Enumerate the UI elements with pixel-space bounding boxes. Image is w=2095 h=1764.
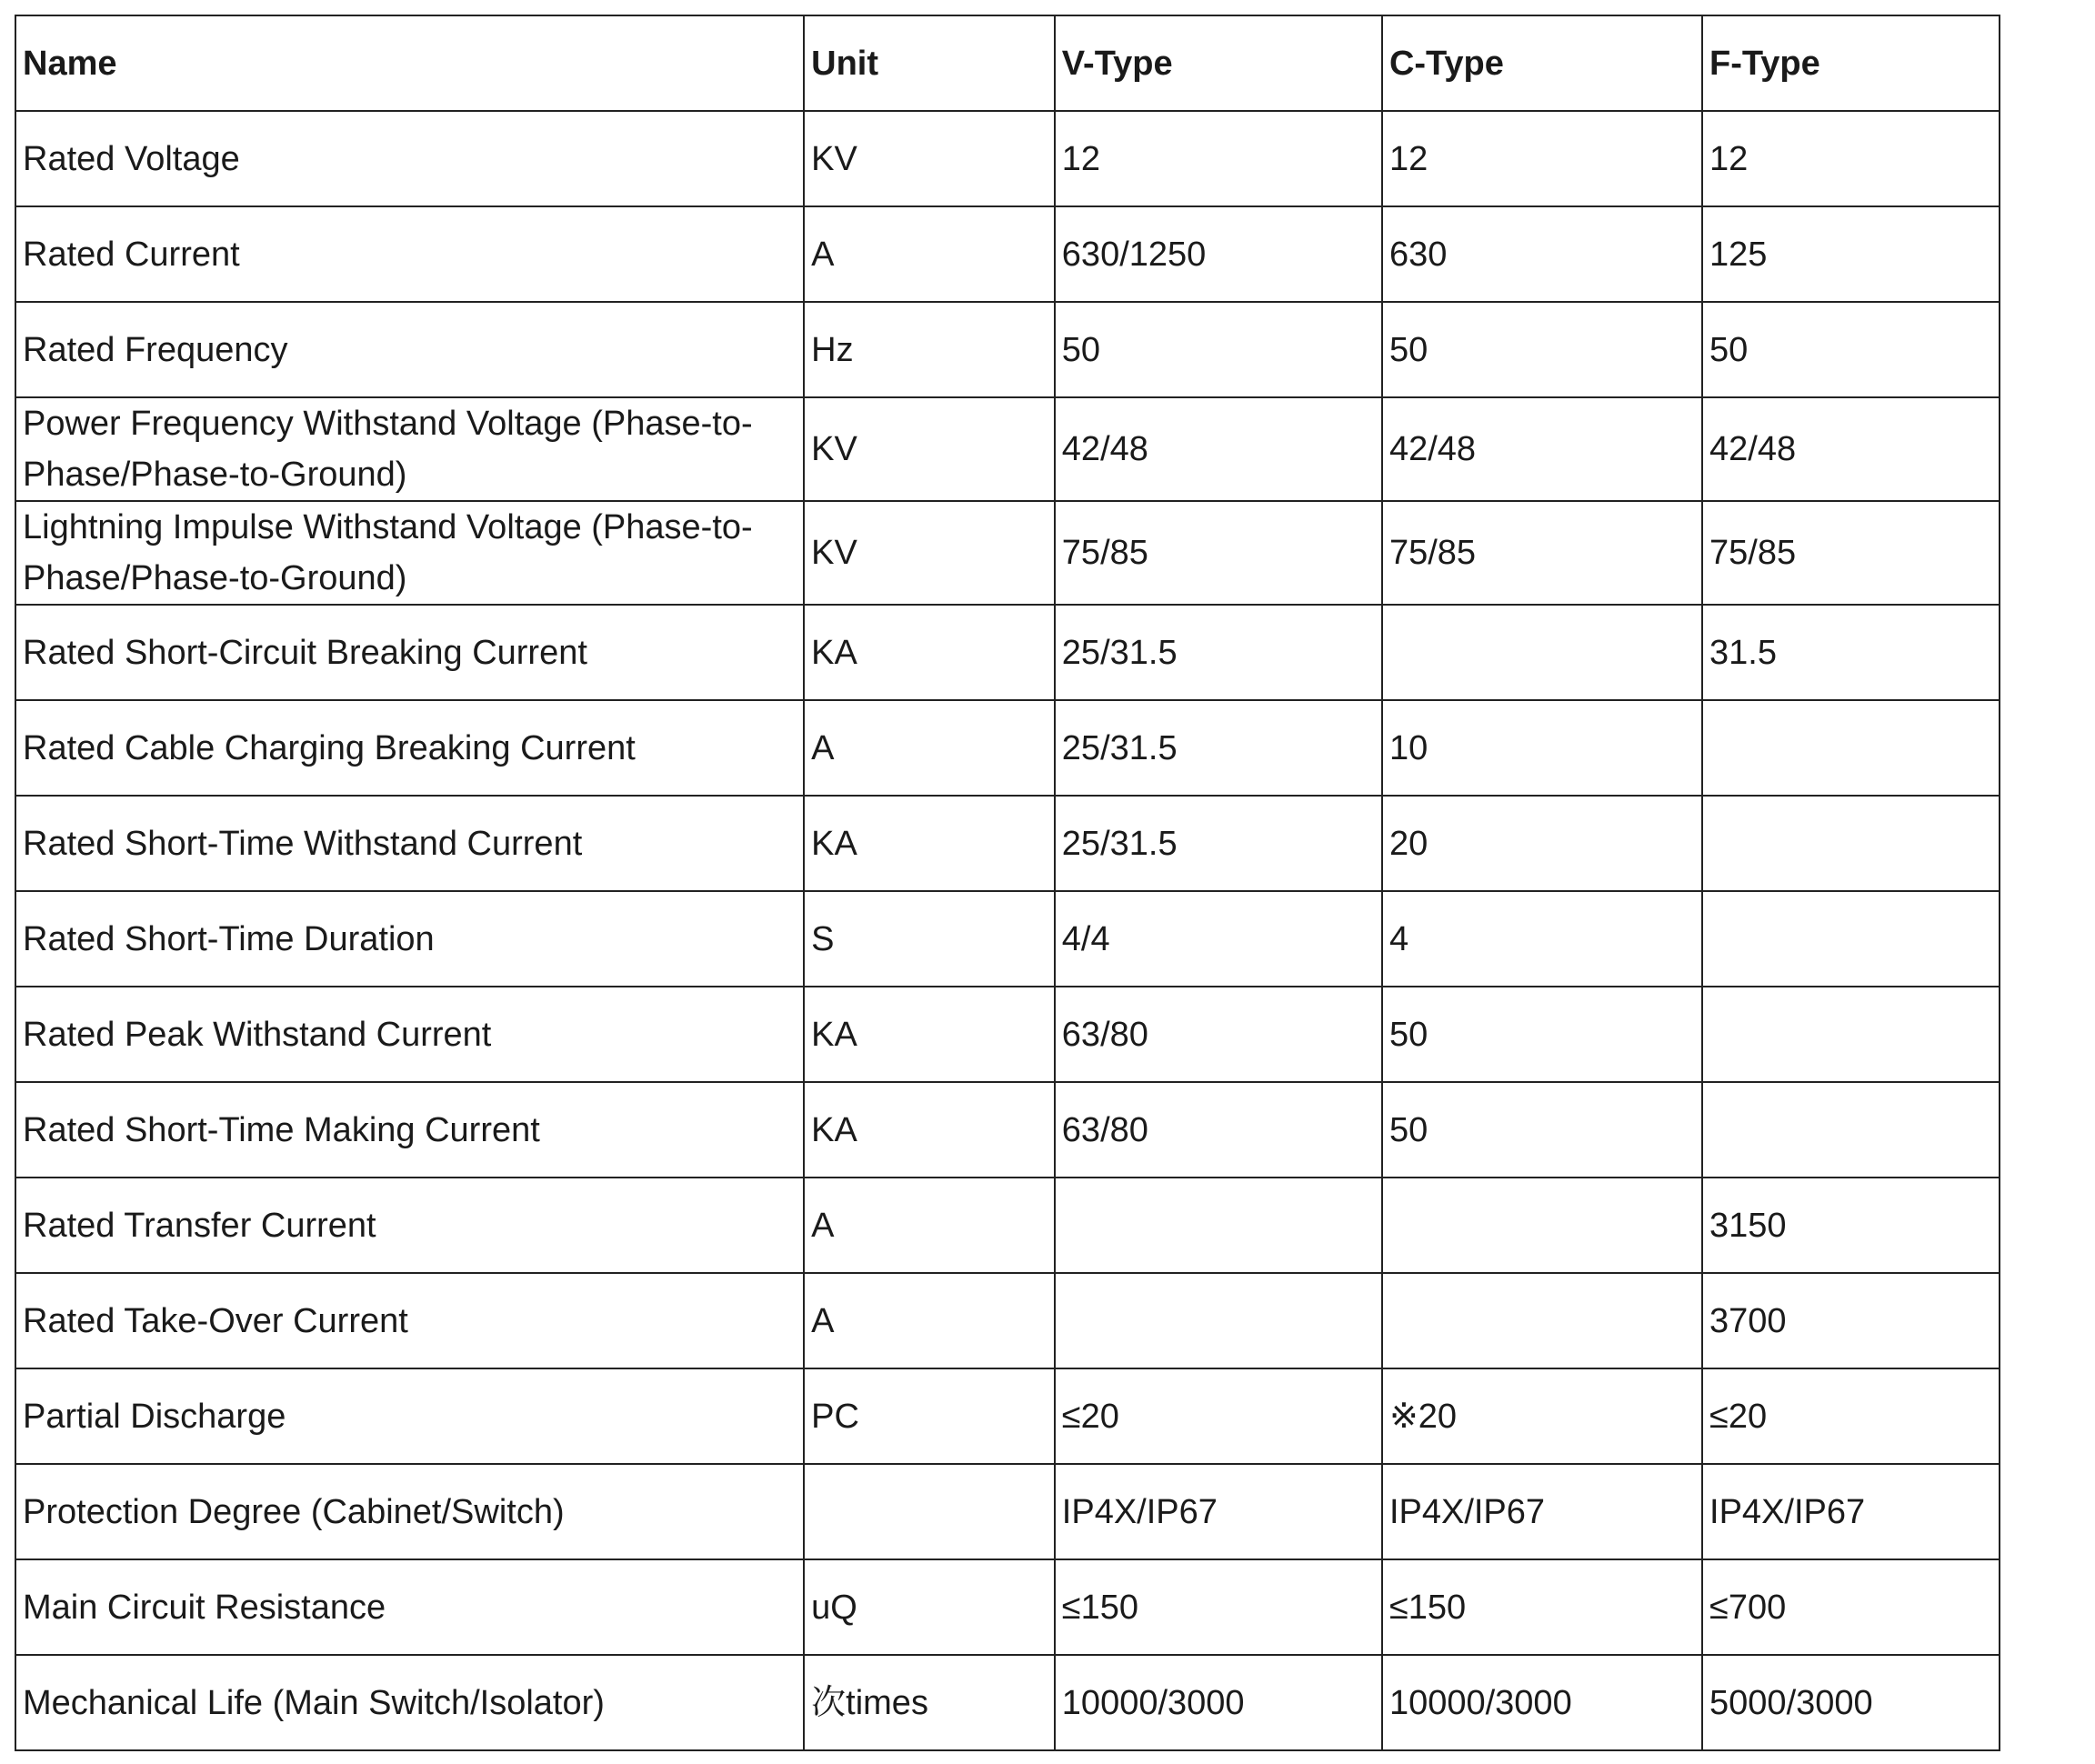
cell-c-type: 12	[1382, 111, 1702, 206]
cell-v-type: 42/48	[1055, 397, 1382, 501]
table-row	[15, 1082, 2000, 1178]
cell-name: Rated Take-Over Current	[15, 1273, 804, 1368]
cell-c-type: 50	[1382, 1082, 1702, 1178]
cell-f-type	[1702, 796, 2000, 891]
cell-f-type: 31.5	[1702, 605, 2000, 700]
cell-v-type: 63/80	[1055, 1082, 1382, 1178]
cell-v-type: 12	[1055, 111, 1382, 206]
cell-c-type: 630	[1382, 206, 1702, 302]
table-row	[15, 1655, 2000, 1750]
cell-name: Mechanical Life (Main Switch/Isolator)	[15, 1655, 804, 1750]
cell-v-type: 50	[1055, 302, 1382, 397]
cell-name: Main Circuit Resistance	[15, 1559, 804, 1655]
header-name: Name	[15, 15, 804, 111]
cell-f-type	[1702, 891, 2000, 987]
cell-c-type: IP4X/IP67	[1382, 1464, 1702, 1559]
header-unit: Unit	[804, 15, 1055, 111]
table-row	[15, 605, 2000, 700]
table-row	[15, 796, 2000, 891]
header-v-type: V-Type	[1055, 15, 1382, 111]
cell-unit: Hz	[804, 302, 1055, 397]
cell-c-type: 10	[1382, 700, 1702, 796]
cell-unit: KA	[804, 605, 1055, 700]
cell-name: Rated Voltage	[15, 111, 804, 206]
cell-c-type: 50	[1382, 302, 1702, 397]
cell-c-type: 20	[1382, 796, 1702, 891]
cell-c-type: 42/48	[1382, 397, 1702, 501]
cell-unit: A	[804, 1178, 1055, 1273]
cell-name: Lightning Impulse Withstand Voltage (Phase-to-Phase/Phase-to-Ground)	[15, 501, 804, 605]
cell-name: Rated Transfer Current	[15, 1178, 804, 1273]
cell-f-type: 12	[1702, 111, 2000, 206]
cell-c-type	[1382, 1178, 1702, 1273]
cell-name: Rated Current	[15, 206, 804, 302]
cell-c-type: 75/85	[1382, 501, 1702, 605]
cell-f-type	[1702, 987, 2000, 1082]
cell-name: Rated Short-Time Withstand Current	[15, 796, 804, 891]
cell-f-type: 5000/3000	[1702, 1655, 2000, 1750]
cell-v-type: 4/4	[1055, 891, 1382, 987]
header-c-type: C-Type	[1382, 15, 1702, 111]
cell-unit: KV	[804, 501, 1055, 605]
cell-v-type	[1055, 1178, 1382, 1273]
cell-unit: A	[804, 700, 1055, 796]
cell-v-type: 10000/3000	[1055, 1655, 1382, 1750]
table-row	[15, 1559, 2000, 1655]
cell-unit: uQ	[804, 1559, 1055, 1655]
cell-c-type: 10000/3000	[1382, 1655, 1702, 1750]
cell-c-type: ※20	[1382, 1368, 1702, 1464]
table-row	[15, 1368, 2000, 1464]
cell-c-type: 50	[1382, 987, 1702, 1082]
cell-v-type: 25/31.5	[1055, 796, 1382, 891]
spec-table	[15, 15, 2000, 1751]
cell-v-type: IP4X/IP67	[1055, 1464, 1382, 1559]
cell-unit: A	[804, 206, 1055, 302]
header-row	[15, 15, 2000, 111]
table-row	[15, 700, 2000, 796]
cell-name: Rated Short-Time Making Current	[15, 1082, 804, 1178]
table-row	[15, 987, 2000, 1082]
cell-unit: KV	[804, 397, 1055, 501]
table-row	[15, 302, 2000, 397]
table-row	[15, 1464, 2000, 1559]
cell-unit: KA	[804, 987, 1055, 1082]
cell-c-type: 4	[1382, 891, 1702, 987]
table-row	[15, 1178, 2000, 1273]
cell-unit	[804, 1464, 1055, 1559]
cell-v-type: ≤20	[1055, 1368, 1382, 1464]
cell-f-type	[1702, 1082, 2000, 1178]
cell-f-type: 3150	[1702, 1178, 2000, 1273]
table-row	[15, 501, 2000, 605]
cell-unit: KA	[804, 796, 1055, 891]
cell-unit: KA	[804, 1082, 1055, 1178]
cell-unit: S	[804, 891, 1055, 987]
cell-f-type: IP4X/IP67	[1702, 1464, 2000, 1559]
cell-c-type	[1382, 1273, 1702, 1368]
cell-f-type: 75/85	[1702, 501, 2000, 605]
cell-name: Power Frequency Withstand Voltage (Phase-to-Phase/Phase-to-Ground)	[15, 397, 804, 501]
cell-name: Rated Cable Charging Breaking Current	[15, 700, 804, 796]
cell-name: Rated Short-Circuit Breaking Current	[15, 605, 804, 700]
cell-unit: PC	[804, 1368, 1055, 1464]
cell-f-type: 50	[1702, 302, 2000, 397]
cell-v-type: 63/80	[1055, 987, 1382, 1082]
cell-name: Rated Short-Time Duration	[15, 891, 804, 987]
cell-f-type: 125	[1702, 206, 2000, 302]
cell-unit: KV	[804, 111, 1055, 206]
cell-v-type: 25/31.5	[1055, 605, 1382, 700]
cell-name: Rated Peak Withstand Current	[15, 987, 804, 1082]
header-f-type: F-Type	[1702, 15, 2000, 111]
cell-name: Partial Discharge	[15, 1368, 804, 1464]
cell-v-type: ≤150	[1055, 1559, 1382, 1655]
cell-unit: A	[804, 1273, 1055, 1368]
cell-v-type: 630/1250	[1055, 206, 1382, 302]
cell-name: Protection Degree (Cabinet/Switch)	[15, 1464, 804, 1559]
cell-c-type	[1382, 605, 1702, 700]
cell-f-type: 3700	[1702, 1273, 2000, 1368]
cell-f-type	[1702, 700, 2000, 796]
cell-c-type: ≤150	[1382, 1559, 1702, 1655]
table-row	[15, 111, 2000, 206]
cell-f-type: ≤20	[1702, 1368, 2000, 1464]
table-row	[15, 1273, 2000, 1368]
cell-f-type: ≤700	[1702, 1559, 2000, 1655]
table-row	[15, 397, 2000, 501]
cell-f-type: 42/48	[1702, 397, 2000, 501]
cell-v-type: 75/85	[1055, 501, 1382, 605]
cell-v-type	[1055, 1273, 1382, 1368]
cell-name: Rated Frequency	[15, 302, 804, 397]
table-row	[15, 891, 2000, 987]
table-row	[15, 206, 2000, 302]
cell-v-type: 25/31.5	[1055, 700, 1382, 796]
cell-unit: 次times	[804, 1655, 1055, 1750]
